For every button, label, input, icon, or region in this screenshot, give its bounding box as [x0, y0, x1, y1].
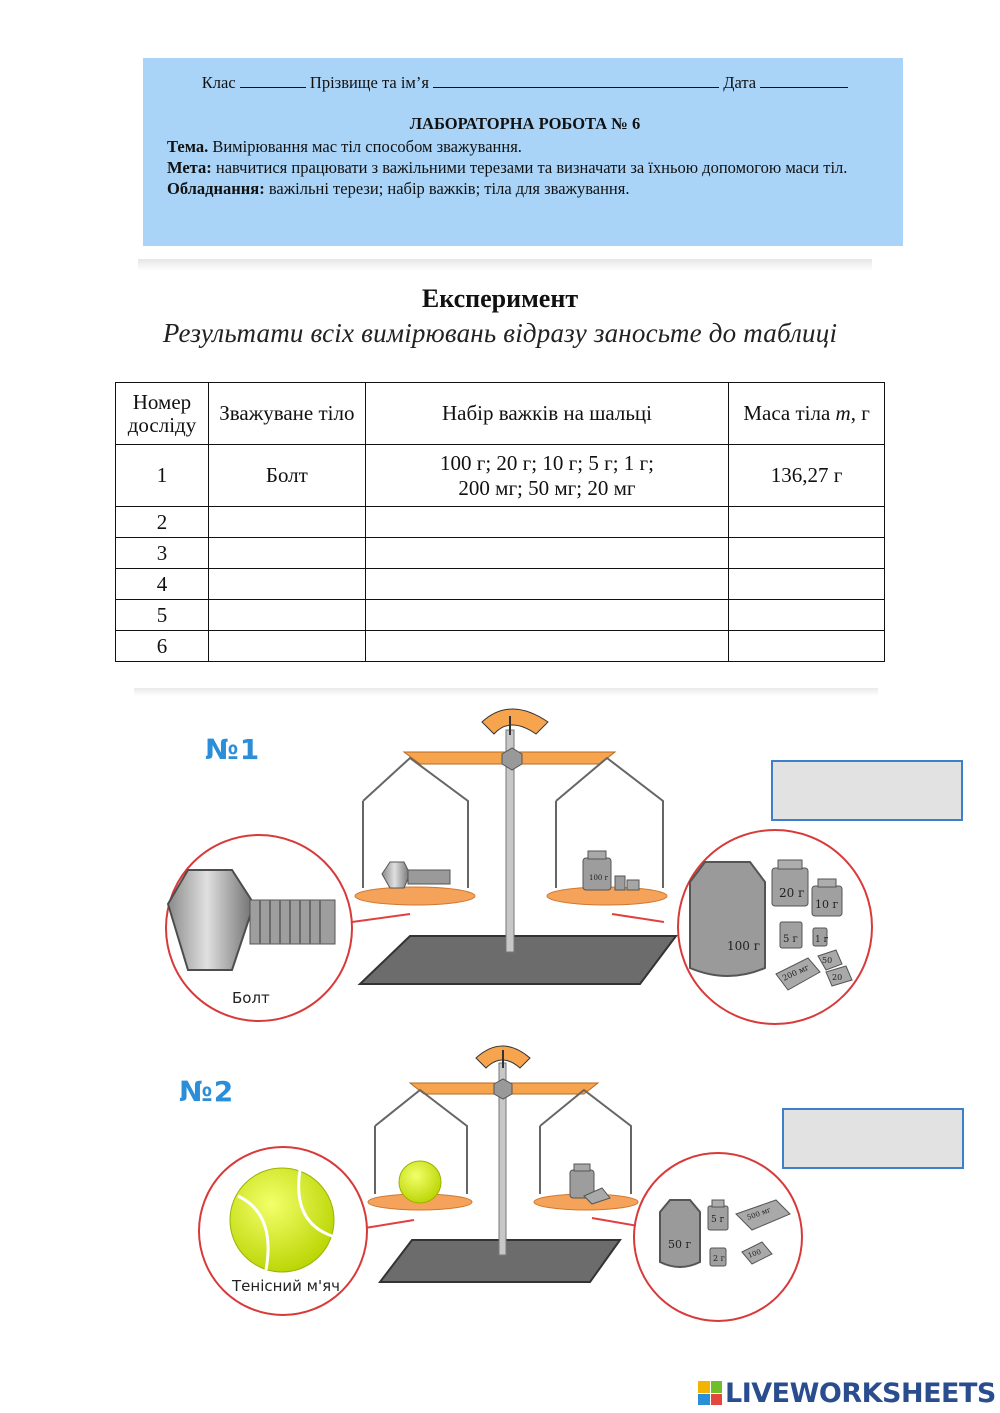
brand-name: LIVEWORKSHEETS	[725, 1377, 996, 1409]
topic-label: Тема.	[167, 137, 209, 156]
weight-100g-icon	[690, 862, 765, 976]
bolt-caption: Болт	[232, 989, 270, 1007]
weight-label: 20	[832, 973, 843, 982]
weight-label: 500 мг	[745, 1205, 772, 1222]
row-number: 3	[116, 538, 209, 569]
row-number: 1	[116, 445, 209, 507]
header-weights: Набір важків на шальці	[365, 383, 728, 445]
header-num-line2: досліду	[127, 412, 197, 437]
row-number: 4	[116, 569, 209, 600]
goal-label: Мета:	[167, 158, 212, 177]
row-number: 2	[116, 507, 209, 538]
header-body: Зважуване тіло	[208, 383, 365, 445]
weight-label: 50	[822, 956, 833, 965]
header-num-line1: Номер	[132, 389, 192, 414]
row-mass: 136,27 г	[729, 445, 885, 507]
weight-label: 200 мг	[781, 962, 811, 983]
scale-dial	[482, 709, 548, 734]
tennis-ball-caption: Тенісний м'яч	[232, 1277, 341, 1295]
class-label: Клас	[201, 73, 236, 92]
row-number: 5	[116, 600, 209, 631]
weight-label: 20 г	[779, 886, 805, 900]
weight-label: 5 г	[711, 1215, 725, 1225]
experiment-1-label: №1	[205, 733, 261, 766]
equipment-text: важільні терези; набір важків; тіла для зважування.	[264, 179, 630, 198]
row-body: Болт	[208, 445, 365, 507]
weight-label: 10 г	[815, 898, 839, 911]
date-label: Дата	[723, 73, 757, 92]
weight-label: 1 г	[815, 935, 829, 945]
weight-label: 5 г	[783, 934, 798, 945]
weight-label: 100 г	[589, 874, 609, 882]
row-weights-line2: 200 мг; 50 мг; 20 мг	[458, 475, 636, 500]
goal-text: навчитися працювати з важільними терезами та визначати за їхньою допомогою маси тіл.	[211, 158, 848, 177]
topic-text: Вимірювання мас тіл способом зважування.	[208, 137, 522, 156]
row-number: 6	[116, 631, 209, 662]
experiment-title: Експеримент	[421, 284, 579, 313]
weight-label: 2 г	[713, 1254, 725, 1263]
experiment-subtitle: Результати всіх вимірювань відразу заносьте до таблиці	[162, 318, 838, 348]
header-mass-prefix: Маса тіла	[743, 401, 836, 425]
liveworksheets-logo	[698, 1378, 996, 1408]
weight-label: 100	[746, 1247, 763, 1260]
answer-box-2[interactable]	[782, 1108, 964, 1169]
lab-title: ЛАБОРАТОРНА РОБОТА № 6	[409, 114, 641, 133]
answer-box-1[interactable]	[771, 760, 963, 821]
weight-label: 100 г	[727, 939, 761, 953]
logo-icon	[698, 1381, 722, 1405]
header-mass-var: m	[835, 401, 851, 425]
experiment-2-label: №2	[179, 1075, 235, 1108]
scale-base	[360, 936, 676, 984]
scale-1	[166, 709, 872, 1024]
header-mass-suffix: , г	[850, 401, 870, 425]
row-weights-line1: 100 г; 20 г; 10 г; 5 г; 1 г;	[439, 450, 654, 475]
weight-label: 50 г	[668, 1238, 692, 1251]
weight-50g-icon	[660, 1200, 700, 1267]
name-label: Прізвище та ім’я	[309, 73, 429, 92]
left-pan	[355, 887, 475, 905]
tennis-ball-icon	[230, 1168, 334, 1272]
equipment-label: Обладнання:	[167, 179, 265, 198]
